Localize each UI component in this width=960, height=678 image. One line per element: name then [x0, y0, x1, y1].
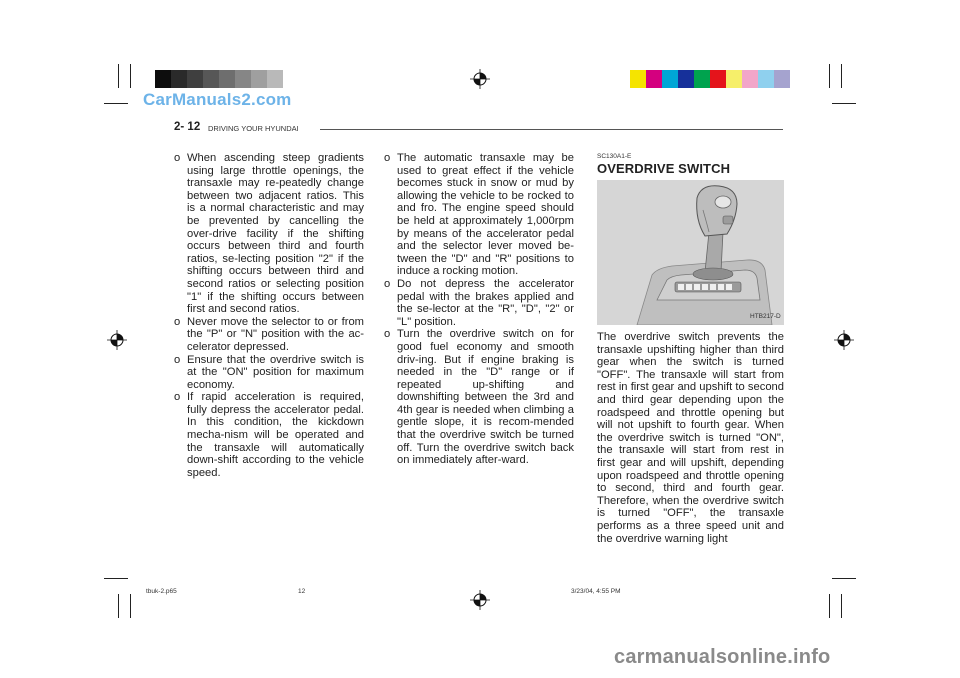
- color-swatch: [219, 70, 235, 88]
- list-item: [384, 328, 574, 467]
- crop-mark: [841, 594, 842, 618]
- color-swatch: [646, 70, 662, 88]
- color-swatch: [235, 70, 251, 88]
- crop-mark: [104, 578, 128, 579]
- registration-target-icon: [470, 590, 490, 610]
- watermark-bottom[interactable]: carmanualsonline.info: [614, 646, 831, 668]
- list-item-text: Ensure that the overdrive switch is at the "ON" position for maximum economy.: [187, 353, 364, 391]
- bullet-marker: o: [174, 152, 181, 164]
- crop-mark: [130, 594, 131, 618]
- color-swatch: [742, 70, 758, 88]
- registration-target-icon: [470, 69, 490, 89]
- footer-file: tbuk-2.p65: [146, 588, 177, 595]
- list-item-text: If rapid acceleration is required, fully depress the accelerator pedal. In this condition, the kickdown mecha-nism will be operated and the transaxle will automatically down-shift according to the vehicle speed.: [187, 391, 364, 479]
- grayscale-calibration-bar: [155, 70, 283, 88]
- header-rule: [320, 129, 783, 130]
- list-item: [174, 391, 364, 479]
- color-swatch: [758, 70, 774, 88]
- color-swatch: [678, 70, 694, 88]
- list-item: [174, 354, 364, 392]
- crop-mark: [118, 64, 119, 88]
- color-swatch: [171, 70, 187, 88]
- bullet-marker: o: [384, 328, 391, 341]
- gear-selector-illustration: [597, 180, 784, 325]
- list-item-text: Turn the overdrive switch on for good fuel economy and smooth driv-ing. But if engine braking is needed in the "D" range or if repeated up-shifting and downshifting between the 3rd and 4th gear is needed when climbing a gentle slope, it is recom-mended that the overdrive switch be turned off. Turn the overdrive switch back on immediately after-ward.: [397, 328, 574, 467]
- list-item: [384, 278, 574, 328]
- color-swatch: [155, 70, 171, 88]
- bullet-marker: o: [174, 315, 181, 328]
- bullet-marker: o: [174, 391, 181, 404]
- color-swatch: [726, 70, 742, 88]
- color-swatch: [251, 70, 267, 88]
- crop-mark: [832, 103, 856, 104]
- list-item-text: The automatic transaxle may be used to great effect if the vehicle becomes stuck in snow or mud by allowing the vehicle to be rocked to and fro. The engine speed should be held at approximately 1,000rpm by means of the accelerator pedal and the selector lever moved be-tween the "D" and "R" positions to induce a rocking motion.: [397, 152, 574, 278]
- bullet-marker: o: [174, 353, 181, 366]
- gear-shift-lever-icon: [597, 180, 784, 325]
- color-swatch: [187, 70, 203, 88]
- color-swatch: [710, 70, 726, 88]
- color-swatch: [203, 70, 219, 88]
- color-swatch: [630, 70, 646, 88]
- watermark-top[interactable]: CarManuals2.com: [143, 90, 292, 109]
- registration-target-icon: [107, 330, 127, 350]
- crop-mark: [829, 64, 830, 88]
- bullet-marker: o: [384, 152, 391, 164]
- list-item: [174, 316, 364, 354]
- list-item-text: Do not depress the accelerator pedal with the brakes applied and the se-lector at the "R", "D", "2" or "L" position.: [397, 277, 574, 328]
- color-swatch: [774, 70, 790, 88]
- section-heading: OVERDRIVE SWITCH: [597, 161, 731, 176]
- color-calibration-bar: [630, 70, 790, 88]
- crop-mark: [841, 64, 842, 88]
- page-number: 2- 12: [174, 121, 201, 133]
- list-item-text: When ascending steep gradients using large throttle openings, the transaxle may re-peatedly change between two adjacent ratios. This is a normal characteristic and may be prevented by cancelling the over-drive facility if the shifting occurs between third and fourth ratios, se-lecting position "2" if the shifting occurs between third and second ratios or selecting position "1" if the shifting occurs between first and second ratios.: [187, 152, 364, 316]
- color-swatch: [267, 70, 283, 88]
- section-code: SC130A1-E: [597, 153, 632, 160]
- crop-mark: [118, 594, 119, 618]
- section-title: DRIVING YOUR HYUNDAI: [208, 124, 299, 133]
- middle-column: [384, 152, 574, 467]
- list-item: [174, 152, 364, 316]
- figure-caption: HTB217-D: [750, 313, 781, 320]
- list-item-text: Never move the selector to or from the "P" or "N" position with the ac-celerator depressed.: [187, 315, 364, 353]
- footer-page: 12: [298, 588, 306, 595]
- left-column: [174, 152, 364, 479]
- color-swatch: [662, 70, 678, 88]
- footer-timestamp: 3/23/04, 4:55 PM: [571, 588, 621, 595]
- color-swatch: [694, 70, 710, 88]
- crop-mark: [832, 578, 856, 579]
- registration-target-icon: [834, 330, 854, 350]
- body-paragraph: The overdrive switch prevents the transaxle upshifting higher than third gear when the switch is turned "OFF". The transaxle will start from rest in first gear and upshift to second and third gear depending upon the roadspeed and throttle opening but will not upshift to fourth gear. When the overdrive switch is turned "ON", the transaxle will start from rest in first gear and will upshift, depending upon roadspeed and throttle opening to second, third and fourth gear. Therefore, when the overdrive switch is turned "OFF", the transaxle performs as a three speed unit and the overdrive warning light: [597, 331, 784, 545]
- bullet-marker: o: [384, 277, 391, 290]
- list-item: [384, 152, 574, 278]
- crop-mark: [104, 103, 128, 104]
- crop-mark: [130, 64, 131, 88]
- crop-mark: [829, 594, 830, 618]
